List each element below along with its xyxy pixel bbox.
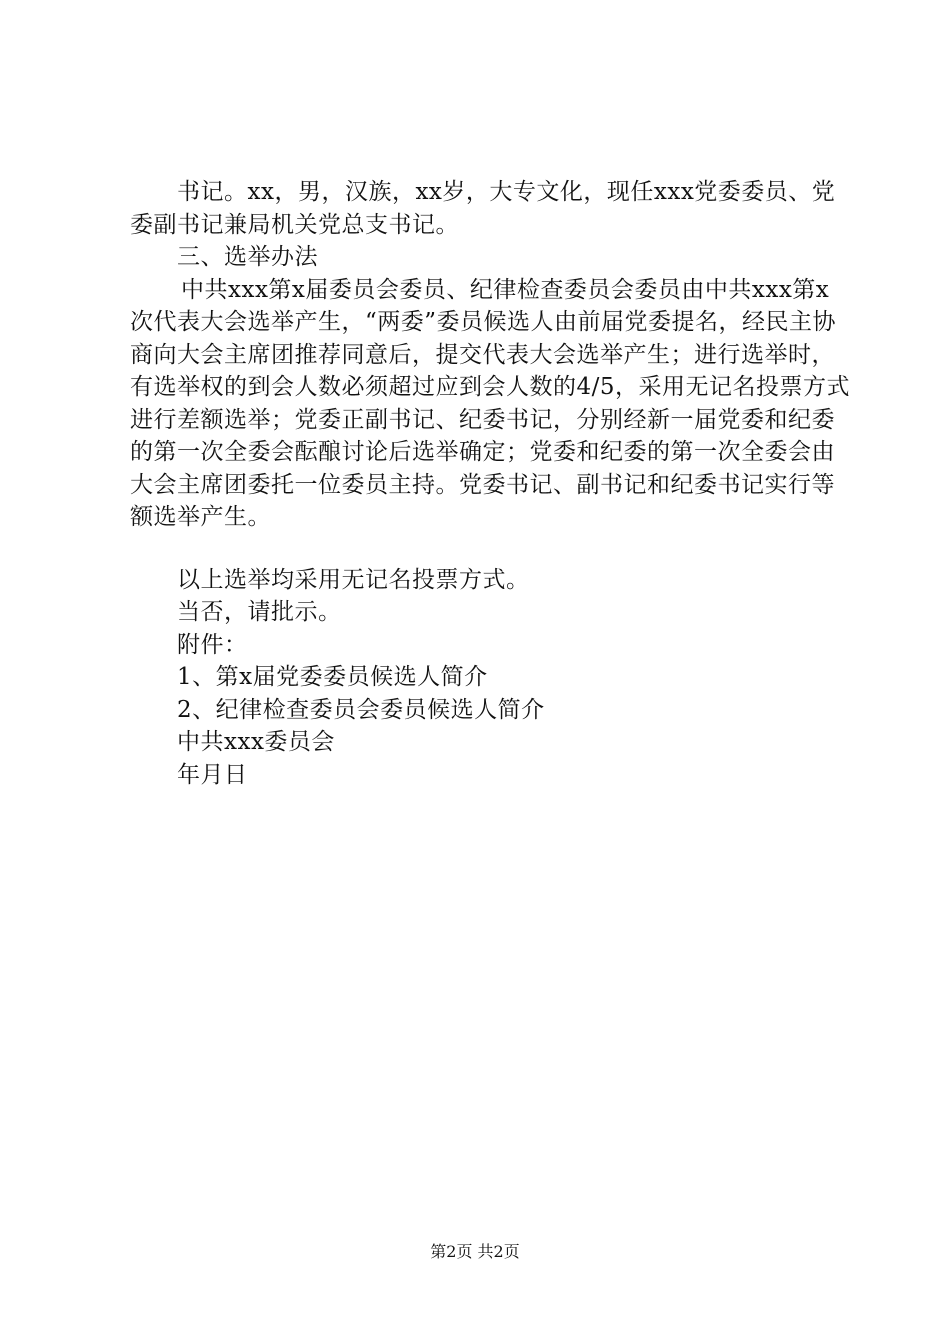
section-heading-election-method: 三、选举办法 (177, 244, 318, 270)
paragraph-election-method: 中共xxx第x届委员会委员、纪律检查委员会委员由中共xxx第x次代表大会选举产生，“两委”委员候选人由前届党委提名，经民主协商向大会主席团推荐同意后，提交代表大会选举产生；进行选举时，有选举权的到会人数必须超过应到会人数的4/5，采用无记名投票方式进行差额选举；党委正副书记、纪委书记，分别经新一届党委和纪委的第一次全委会酝酿讨论后选举确定；党委和纪委的第一次全委会由大会主席团委托一位委员主持。党委书记、副书记和纪委书记实行等额选举产生。 (130, 276, 851, 530)
issue-date: 年月日 (177, 761, 248, 788)
document-body (130, 176, 850, 791)
paragraph-candidate-intro: 书记。xx，男，汉族，xx岁，大专文化，现任xxx党委委员、党委副书记兼局机关党总支书记。 (130, 179, 836, 238)
attachments-heading: 附件： (177, 631, 248, 658)
paragraph-request-approval: 当否，请批示。 (177, 599, 342, 625)
attachment-item-1: 1、第x届党委委员候选人简介 (177, 664, 488, 690)
attachment-item-2: 2、纪律检查委员会委员候选人简介 (177, 696, 545, 723)
page-number-footer: 第2页 共2页 (430, 1242, 520, 1261)
paragraph-secret-ballot: 以上选举均采用无记名投票方式。 (177, 566, 530, 593)
issuer-name: 中共xxx委员会 (177, 729, 335, 755)
paragraph-spacer (130, 534, 850, 564)
